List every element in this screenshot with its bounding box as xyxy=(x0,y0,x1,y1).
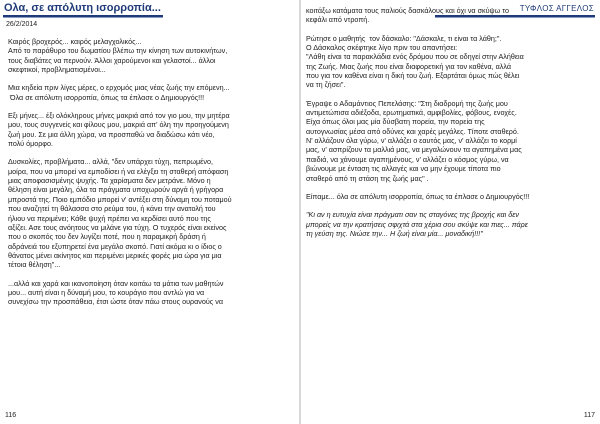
page-number: 116 xyxy=(5,412,17,419)
paragraph: Δυσκολίες, προβλήματα... αλλά, "δεν υπάρχει τύχη, πεπρωμένο, μοίρα, που να μπορεί να εμποδίσει ή να ελέγξει τη σταθερή απόφαση μιας αποφασισμένης ψυχής. Τα χαρίσματα δεν μετράνε. Μόνο η θέληση είναι μεγάλη, όλα τα πράγματα υποχωρούν αργά ή γρήγορα μπροστά της. Ποιο εμπόδιο μπορεί ν' αντέξει στη δύναμη του ποταμού που αναζητεί τη θάλασσα στο ρεύμα του, ή κάνει την ανατολή του ήλιου να περιμένει; Κάθε ψυχή πρέπει να κερδίσει αυτό που της αξίζει. Ασε τους ανόητους να μιλάνε για τύχη. Ο τυχερός είναι εκείνος που ο σκοπός του δεν λυγίζει ποτέ, που η παραμικρή δράση ή αδράνειά του εξυπηρετεί ένα μεγάλο σκοπό. Γιατί ακόμα κι ο ίδιος ο θάνατος μένει ακίνητος και περιμένει μερικές φορές μια ώρα για μια τέτοια θέληση"... xyxy=(8,157,232,270)
right-body-text xyxy=(306,6,590,238)
right-page xyxy=(300,0,600,424)
quote-paragraph: "Κι αν η ευτυχία είναι πράγματι σαν τις σταγόνες της βροχής και δεν μπορείς να την κρατήσεις σφιχτά στα χέρια σου σκύψε και πιες... πάρε τη γεύση της. Νιώσε την... Η ζωή είναι μία... μοναδική!!!" xyxy=(306,210,528,238)
paragraph: Εξι μήνες... έξι ολόκληρους μήνες μακριά από τον γιο μου, την μητέρα μου, τους συγγενείς και φίλους μου, μακριά απ' όλη την προηγούμενη ζωή μου. Σε μια άλλη χώρα, να προσπαθώ να διαδώσω κάτι νέο, πολύ όμορφο. xyxy=(8,111,230,149)
left-body-text xyxy=(8,37,290,307)
entry-date: 26/2/2014 xyxy=(6,21,38,28)
paragraph: Ρώτησε ο μαθητής τον δάσκαλο: "Δάσκαλε, τι είναι τα λάθη;". Ο Δάσκαλος σκέφτηκε λίγο πριν του απαντήσει: "Λάθη είναι τα παρακλάδια ενός δρόμου που σε οδηγεί στην Αλήθεια της Ζωής. Μιας ζωής που είναι διαφορετική για τον καθένα, αλλά που για τον καθένα είναι η δική του ζωή. Εξαρτάται όμως πώς θέλει να τη ζήσει". xyxy=(306,33,524,90)
paragraph: Είπαμε... όλα σε απόλυτη ισορροπία, όπως τα έπλασε ο Δημιουργός!!! xyxy=(306,191,530,201)
page-number: 117 xyxy=(583,412,595,419)
paragraph: Μια κηδεία πριν λίγες μέρες, ο ερχομός μιας νέας ζωής την επόμενη... Όλα σε απόλυτη ισορροπία, όπως τα έπλασε ο Δημιουργός!!! xyxy=(8,83,230,102)
paragraph: κοιτάξω κατάματα τους παλιούς δασκάλους και όχι να σκύψω το κεφάλι από ντροπή. xyxy=(306,6,510,25)
header-rule-thin xyxy=(3,17,163,18)
paragraph: Έγραψε ο Αδαμάντιος Πεπελάσης: "Στη διαδρομή της ζωής μου αντιμετώπισα αδιέξοδα, ερωτηματικά, αμφιβολίες, φόβους, ενοχές. Είχα όπως όλοι μας μία δύσβατη πορεία, την πορεία της αυτογνωσίας μέσα από οδύνες και χαρές μεγάλες. Τίποτε σταθερό. Ν' αλλάζουν όλα γύρω, ν' αλλάζει ο εαυτός μας, ν' αλλάζει το κορμί μας, ν' ασπρίζουν τα μαλλιά μας, να μεγαλώνουν τα αγαπημένα μας παιδιά, να χάνουμε αγαπημένους, ν' αλλάζει ο κόσμος γύρω, να βιώνουμε με ένταση τις αλλαγές και να μην έχουμε τίποτα πιο σταθερό από τη στάση της ζωής μας" . xyxy=(306,98,522,183)
paragraph: Καιρός βροχερός... καιρός μελαγχολικός... Από το παράθυρο του δωματίου βλέπω την κίνηση των αυτοκινήτων, τους διαβάτες να περνούν. Άλλοι χαρούμενοι και γελαστοί... άλλοι σκεφτικοί, προβληματισμένοι... xyxy=(8,37,228,75)
book-author: ΤΥΦΛΟΣ ΑΓΓΕΛΟΣ xyxy=(519,4,594,13)
page-title: Ολα, σε απόλυτη ισορροπία... xyxy=(4,2,161,14)
paragraph: ...αλλά και χαρά και ικανοποίηση όταν κοιτάω τα μάτια των μαθητών μου... αυτή είναι η δύναμή μου, το κουράγιο που αντλώ για να συνεχίσω την προσπάθεια, έτσι ώστε όταν πάω στους ουρανούς να xyxy=(8,278,224,307)
